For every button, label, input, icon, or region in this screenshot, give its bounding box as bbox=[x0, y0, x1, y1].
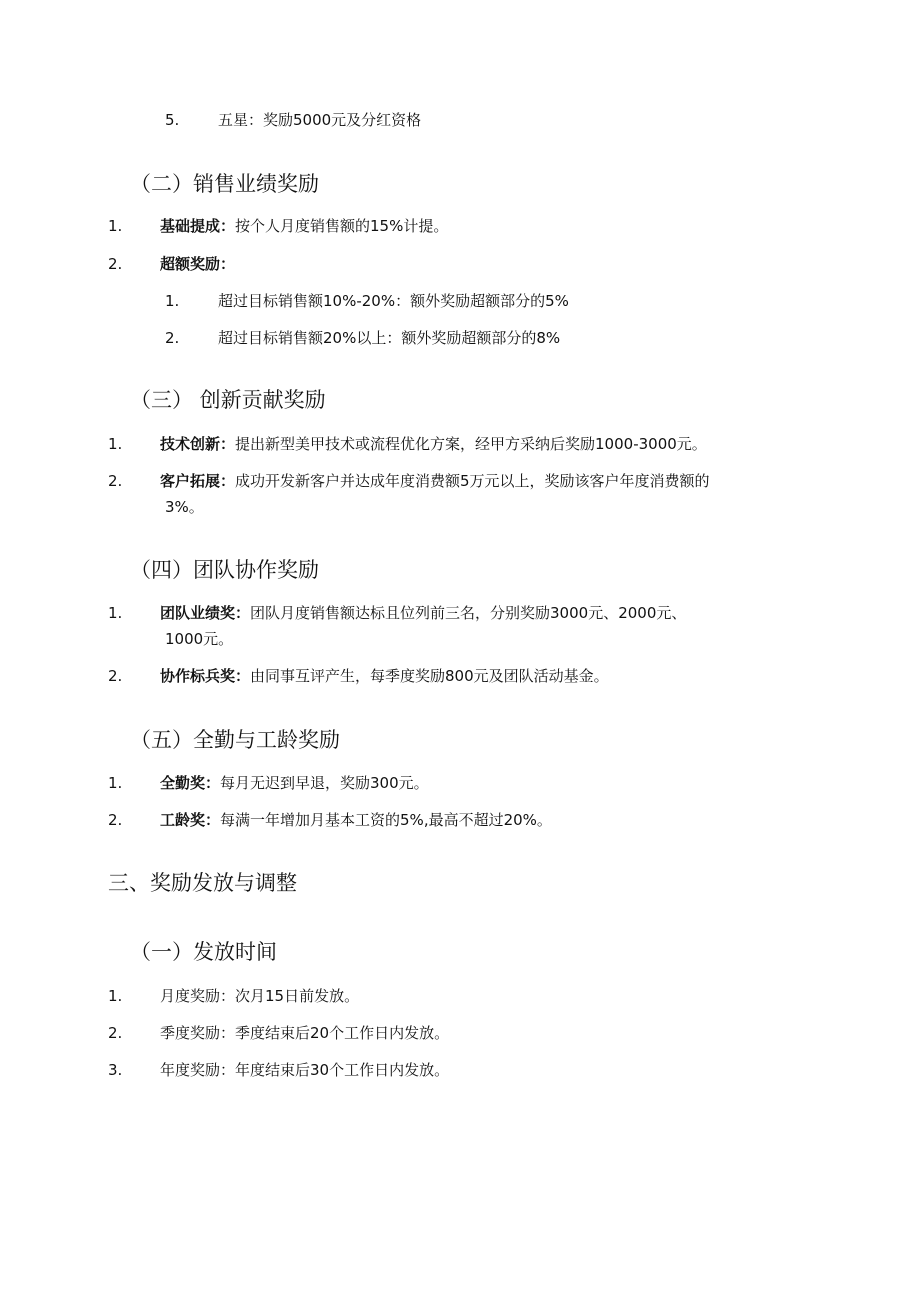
item-text: 年度奖励：年度结束后30个工作日内发放。 bbox=[160, 1061, 450, 1079]
section-heading-team: （四）团队协作奖励 bbox=[130, 558, 319, 582]
item-text: 超过目标销售额10%-20%：额外奖励超额部分的5% bbox=[218, 292, 569, 310]
item-text: 月度奖励：次月15日前发放。 bbox=[160, 987, 360, 1005]
item-number: 2. bbox=[108, 255, 123, 273]
item-number: 2. bbox=[108, 1024, 123, 1042]
item-text: 超过目标销售额20%以上：额外奖励超额部分的8% bbox=[218, 329, 561, 347]
item-text: 工龄奖：每满一年增加月基本工资的5%,最高不超过20%。 bbox=[160, 811, 552, 829]
item-continuation: 1000元。 bbox=[165, 630, 234, 648]
item-text: 客户拓展：成功开发新客户并达成年度消费额5万元以上，奖励该客户年度消费额的 bbox=[160, 472, 710, 490]
item-label: 超额奖励： bbox=[160, 255, 236, 273]
item-number: 2. bbox=[165, 329, 180, 347]
item-label: 技术创新： bbox=[160, 435, 236, 453]
item-text: 团队业绩奖：团队月度销售额达标且位列前三名，分别奖励3000元、2000元、 bbox=[160, 604, 687, 622]
item-text: 季度奖励：季度结束后20个工作日内发放。 bbox=[160, 1024, 450, 1042]
item-number: 2. bbox=[108, 472, 123, 490]
item-number: 2. bbox=[108, 811, 123, 829]
item-text: 协作标兵奖：由同事互评产生，每季度奖励800元及团队活动基金。 bbox=[160, 667, 609, 685]
item-text bbox=[160, 254, 235, 274]
section-heading-innovation: （三） 创新贡献奖励 bbox=[130, 388, 326, 412]
item-label: 工龄奖： bbox=[160, 811, 221, 829]
item-number: 1. bbox=[108, 435, 123, 453]
item-label: 基础提成： bbox=[160, 217, 236, 235]
section-heading-attendance: （五）全勤与工龄奖励 bbox=[130, 728, 340, 752]
item-number: 3. bbox=[108, 1061, 123, 1079]
item-label: 协作标兵奖： bbox=[160, 667, 251, 685]
item-text: 技术创新：提出新型美甲技术或流程优化方案，经甲方采纳后奖励1000-3000元。 bbox=[160, 435, 707, 453]
section-heading-sales: （二）销售业绩奖励 bbox=[130, 172, 319, 196]
item-label: 团队业绩奖： bbox=[160, 604, 251, 622]
item-number: 5. bbox=[165, 111, 180, 129]
item-number: 1. bbox=[165, 292, 180, 310]
item-text: 全勤奖：每月无迟到早退，奖励300元。 bbox=[160, 774, 429, 792]
item-number: 2. bbox=[108, 667, 123, 685]
item-number: 1. bbox=[108, 774, 123, 792]
chapter-heading: 三、奖励发放与调整 bbox=[108, 871, 297, 895]
item-text: 五星：奖励5000元及分红资格 bbox=[218, 111, 422, 129]
item-label: 客户拓展： bbox=[160, 472, 236, 490]
item-text: 基础提成：按个人月度销售额的15%计提。 bbox=[160, 217, 449, 235]
item-continuation: 3%。 bbox=[165, 498, 204, 516]
item-number: 1. bbox=[108, 217, 123, 235]
item-label: 全勤奖： bbox=[160, 774, 221, 792]
item-number: 1. bbox=[108, 987, 123, 1005]
item-number: 1. bbox=[108, 604, 123, 622]
section-heading-payout-time: （一）发放时间 bbox=[130, 940, 277, 964]
